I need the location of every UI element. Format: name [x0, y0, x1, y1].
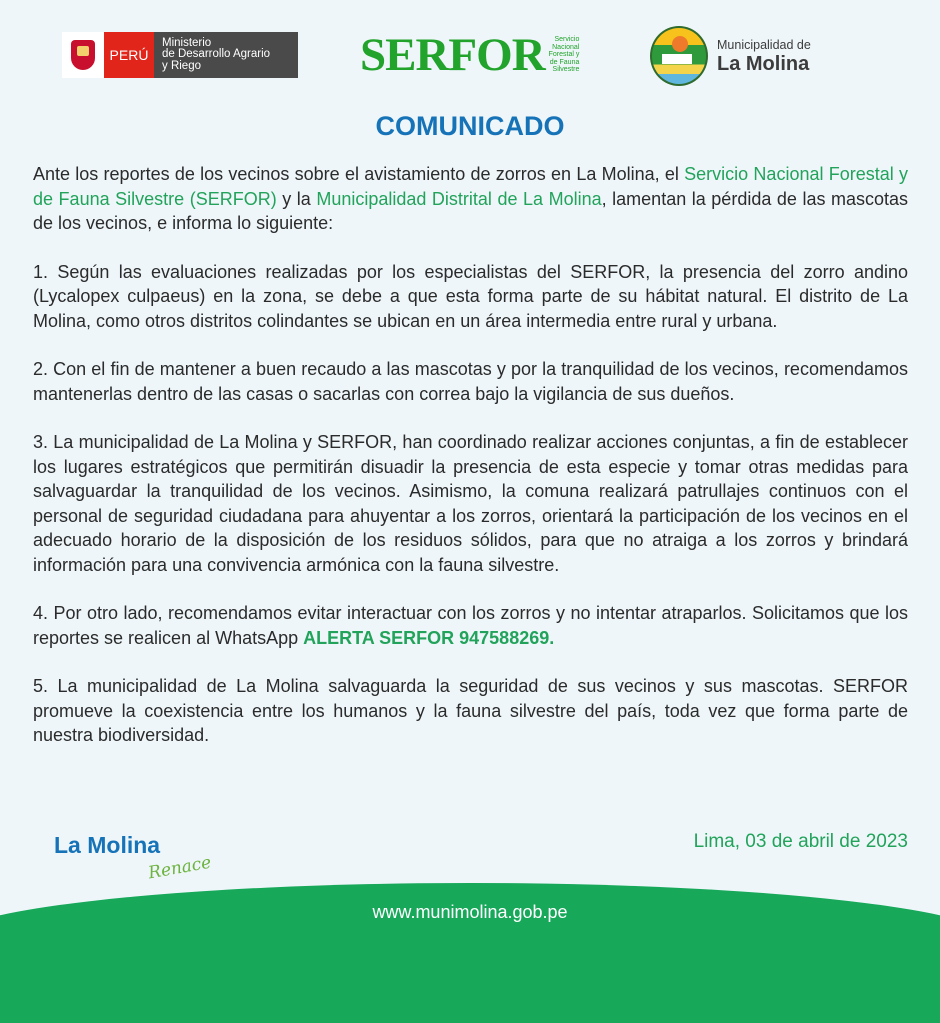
ministry-line: Ministerio	[162, 36, 212, 49]
municipality-big: La Molina	[717, 52, 810, 75]
footer-logo-main: La Molina	[54, 832, 161, 858]
point-1: 1. Según las evaluaciones realizadas por los especialistas del SERFOR, la presencia del zorro andino (Lycalopex culpaeus) en la zona, se debe a que esta forma parte de su hábitat natural. El distrito de La Molina, como otros distritos colindantes se ubican en un área intermedia entre rural y urbana.	[33, 261, 908, 331]
serfor-logo	[360, 30, 579, 80]
serfor-highlight: Servicio Nacional Forestal y de Fauna Silvestre (SERFOR)	[33, 164, 909, 209]
la-molina-renace-logo	[54, 832, 213, 884]
date-line: Lima, 03 de abril de 2023	[693, 831, 908, 852]
serfor-subtitle-line: de Fauna	[549, 58, 580, 66]
municipality-small: Municipalidad de	[717, 37, 811, 52]
point-3: 3. La municipalidad de La Molina y SERFOR, han coordinado realizar acciones conjuntas, a fin de establecer los lugares estratégicos que permitirán disuadir la presencia de esta especie y tomar otras medidas para salvaguardar la tranquilidad de los vecinos. Asimismo, la comuna realizará patrullajes continuos con el personal de seguridad ciudadana para ahuyentar a los zorros, orientará la participación de los vecinos en el adecuado horario de la disposición de los residuos sólidos, para que no atraiga a los zorros y brindará información para una convivencia armónica con la fauna silvestre.	[33, 432, 908, 575]
ministry-logo	[62, 32, 298, 78]
serfor-subtitle-line: Servicio	[554, 36, 580, 44]
header-logos	[0, 26, 940, 86]
ministry-line: de Desarrollo Agrario	[162, 48, 271, 61]
point-5: 5. La municipalidad de La Molina salvaguarda la seguridad de sus vecinos y sus mascotas. SERFOR promueve la coexistencia entre los humanos y la fauna silvestre del país, toda vez que forma parte de nuestra biodiversidad.	[33, 676, 908, 745]
point-4	[33, 601, 908, 650]
intro-text: y la	[276, 188, 317, 209]
ministry-line: y Riego	[162, 59, 201, 72]
ministry-name	[154, 32, 298, 78]
point-4-text: 4. Por otro lado, recomendamos evitar interactuar con los zorros y no intentar atraparlos. Solicitamos que los reportes se realicen al WhatsApp	[33, 603, 908, 648]
la-molina-emblem-icon	[650, 26, 708, 86]
footer-logo-script: Renace	[146, 852, 213, 884]
intro-text: , lamentan la pérdida de las mascotas de los vecinos, e informa lo siguiente:	[33, 188, 909, 233]
serfor-subtitle-line: Forestal y	[548, 51, 580, 59]
website-url[interactable]: www.munimolina.gob.pe	[372, 902, 568, 922]
intro-paragraph	[33, 162, 908, 236]
serfor-subtitle	[549, 36, 580, 74]
municipality-highlight: Municipalidad Distrital de La Molina	[316, 188, 602, 209]
serfor-subtitle-line: Nacional	[552, 43, 580, 51]
peru-label: PERÚ	[104, 32, 154, 78]
page-title: COMUNICADO	[375, 111, 565, 141]
serfor-wordmark: SERFOR	[360, 29, 545, 81]
serfor-subtitle-line: Silvestre	[552, 66, 580, 74]
municipality-logo	[650, 26, 811, 86]
whatsapp-alert: ALERTA SERFOR 947588269.	[303, 627, 555, 648]
point-2: 2. Con el fin de mantener a buen recaudo a las mascotas y por la tranquilidad de los vecinos, recomendamos mantenerlas dentro de las casas o sacarlas con correa bajo la vigilancia de sus dueños.	[33, 359, 908, 404]
communique-body	[33, 162, 908, 772]
intro-text: Ante los reportes de los vecinos sobre el avistamiento de zorros en La Molina, el	[33, 164, 685, 184]
municipality-name	[717, 38, 811, 75]
coat-of-arms-icon	[62, 32, 104, 78]
